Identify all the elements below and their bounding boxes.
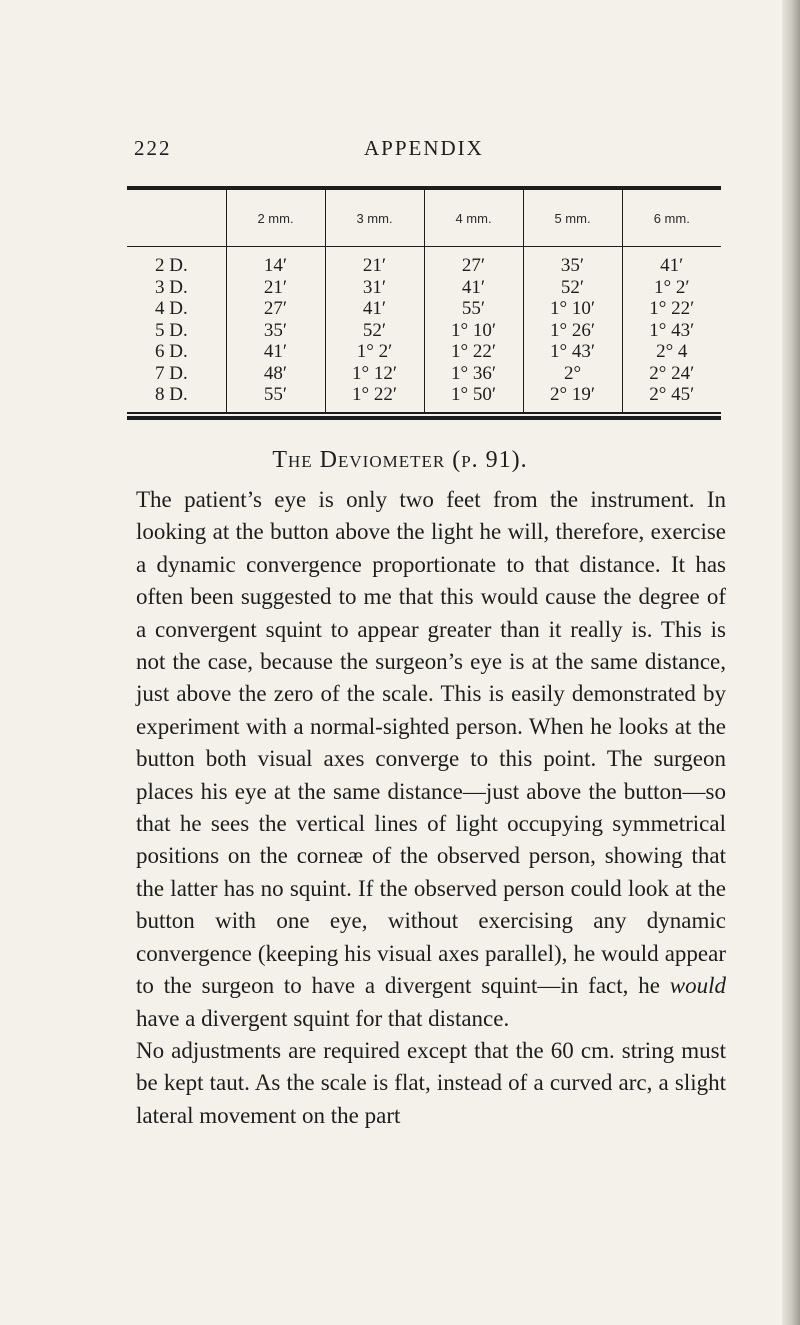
table-cell: 5 D.	[155, 319, 188, 341]
table-cell: 41′	[362, 298, 387, 319]
table-cell: 55′	[461, 298, 486, 319]
table-cell: 2°	[563, 362, 582, 384]
column-header: 6 mm.	[622, 190, 721, 247]
table-cell: 7 D.	[155, 362, 188, 384]
table-cell: 1° 22′	[351, 384, 397, 405]
deviation-table	[127, 186, 721, 420]
table-cell: 21′	[362, 255, 387, 276]
column-header: 5 mm.	[523, 190, 622, 247]
table-cell: 1° 43′	[549, 341, 595, 362]
table-cell: 3 D.	[155, 276, 188, 298]
table-cell: 41′	[263, 341, 288, 362]
column-4mm	[424, 247, 523, 412]
table-cell: 31′	[362, 276, 387, 298]
page-header	[0, 136, 800, 166]
table-cell: 52′	[362, 319, 387, 341]
body-text	[136, 484, 726, 1132]
table-cell: 48′	[263, 362, 288, 384]
paragraph: No adjustments are required except that the 60 cm. string must be kept taut. As the scale is flat, instead of a curved arc, a slight lateral movement on the part	[136, 1037, 726, 1128]
table-cell: 1° 12′	[351, 362, 397, 384]
table-cell: 14′	[263, 255, 288, 276]
table-cell: 1° 50′	[450, 384, 496, 405]
column-5mm	[523, 247, 622, 412]
table-cell: 27′	[263, 298, 288, 319]
table-cell: 41′	[461, 276, 486, 298]
column-3mm	[325, 247, 424, 412]
table-bottom-rule-thick	[127, 416, 721, 420]
table-cell: 2° 45′	[649, 384, 695, 405]
section-caption: The Deviometer (p. 91).	[272, 447, 528, 473]
table-cell: 1° 36′	[450, 362, 496, 384]
paragraph-text: The patient’s eye is only two feet from the instrument. In looking at the button above the light he will, therefore, exercise a dynamic convergence proportionate to that distance. It has often been suggested to me that this would cause the degree of a convergent squint to appear greater than it really is. This is not the case, because the surgeon’s eye is at the same distance, just above the zero of the scale. This is easily demonstrated by experiment with a normal-sighted person. When he looks at the button both visual axes converge to this point. The surgeon places his eye at the same distance—just above the button—so that he sees the vertical lines of light occupying symmetrical positions on the corneæ of the observed person, showing that the latter has no squint. If the observed person could look at the button with one eye, without exercising any dynamic convergence (keeping his visual axes parallel), he would appear to the surgeon to have a divergent squint—in fact, he	[136, 487, 726, 999]
table-cell: 55′	[263, 384, 288, 405]
column-header	[127, 190, 226, 247]
column-header: 2 mm.	[226, 190, 325, 247]
table-cell: 1° 10′	[450, 319, 496, 341]
table-cell: 1° 43′	[649, 319, 695, 341]
table-cell: 2° 19′	[549, 384, 595, 405]
running-title: APPENDIX	[364, 136, 484, 160]
column-2mm	[226, 247, 325, 412]
table-cell: 52′	[560, 276, 585, 298]
paragraph-text: have a divergent squint for that distance.	[136, 1005, 510, 1031]
table-cell: 2° 4	[656, 341, 688, 362]
table-cell: 1° 22′	[649, 298, 695, 319]
table-cell: 41′	[660, 255, 684, 276]
table-header-row	[127, 190, 721, 247]
table-cell: 35′	[263, 319, 288, 341]
table-cell: 6 D.	[155, 341, 188, 362]
table-body	[127, 247, 721, 412]
table-cell: 1° 26′	[549, 319, 595, 341]
table-cell: 2° 24′	[649, 362, 695, 384]
table-cell: 4 D.	[155, 298, 188, 319]
table-cell: 1° 10′	[549, 298, 595, 319]
column-header: 4 mm.	[424, 190, 523, 247]
emphasis-text: would	[669, 973, 726, 999]
table-cell: 27′	[461, 255, 486, 276]
table-cell: 1° 22′	[450, 341, 496, 362]
table-cell: 21′	[263, 276, 288, 298]
column-6mm	[622, 247, 721, 412]
paragraph	[136, 484, 726, 1035]
column-header: 3 mm.	[325, 190, 424, 247]
table-cell: 8 D.	[155, 384, 188, 405]
table-cell: 1° 2′	[653, 276, 690, 298]
page-number: 222	[134, 136, 172, 160]
row-label-column	[127, 247, 226, 412]
table-cell: 1° 2′	[356, 341, 393, 362]
table-cell: 35′	[560, 255, 585, 276]
page-edge-shadow	[782, 0, 800, 1325]
table-cell: 2 D.	[155, 255, 188, 276]
